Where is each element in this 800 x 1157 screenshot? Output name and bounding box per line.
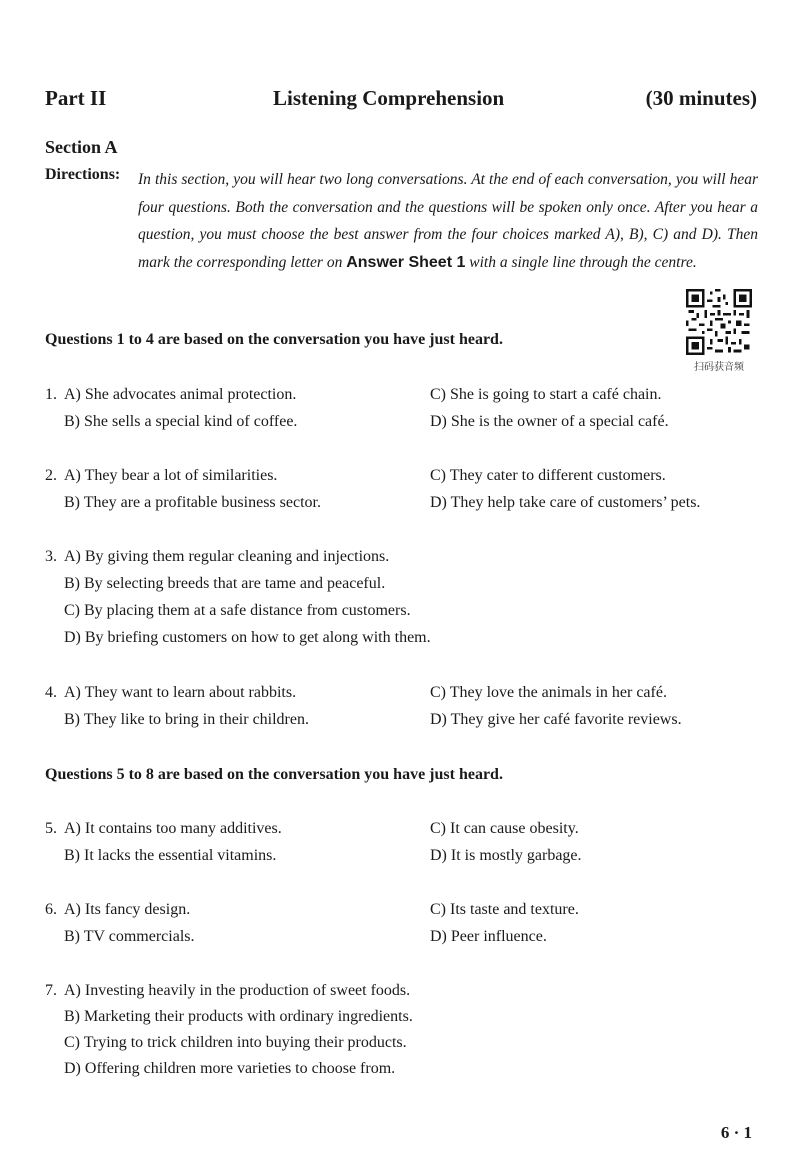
option-a[interactable]: A) Its fancy design. [64, 901, 191, 918]
option-d[interactable]: D) She is the owner of a special café. [430, 413, 669, 430]
option-a[interactable]: A) They bear a lot of similarities. [64, 467, 278, 484]
option-a[interactable]: A) By giving them regular cleaning and injections. [64, 548, 390, 565]
option-c[interactable]: C) They love the animals in her café. [430, 684, 667, 701]
option-b[interactable]: B) By selecting breeds that are tame and peaceful. [64, 575, 386, 592]
option-b[interactable]: B) She sells a special kind of coffee. [64, 413, 298, 430]
question-line [45, 820, 757, 847]
qr-code-icon[interactable] [686, 289, 752, 355]
option-d[interactable]: D) By briefing customers on how to get along with them. [64, 629, 431, 646]
option-d[interactable]: D) It is mostly garbage. [430, 847, 582, 864]
question-line [45, 629, 757, 656]
option-c[interactable]: C) It can cause obesity. [430, 820, 579, 837]
question-line [45, 575, 757, 602]
page-number: 6 · 1 [720, 1123, 752, 1142]
directions-body: In this section, you will hear two long conversations. At the end of each conversation, you will hear four questions. Both the conversation and the questions will be spoken only once. After you hear a question, you must choose the best answer from the four choices marked A), B), C) and D). Then mark the corresponding letter on [138, 171, 758, 271]
option-a[interactable]: A) They want to learn about rabbits. [64, 684, 297, 701]
question-line [45, 684, 757, 711]
question-line [45, 901, 757, 928]
question-number: 3. [45, 548, 57, 565]
question-number: 4. [45, 684, 57, 701]
section-title: Section A [45, 137, 118, 157]
question-line [45, 602, 757, 629]
option-b[interactable]: B) They like to bring in their children. [64, 711, 309, 728]
option-c[interactable]: C) They cater to different customers. [430, 467, 666, 484]
question-line [45, 928, 757, 955]
directions-text [138, 166, 758, 276]
option-c[interactable]: C) By placing them at a safe distance from customers. [64, 602, 411, 619]
question-line [45, 982, 757, 1009]
question-line [45, 1060, 757, 1087]
question-number: 2. [45, 467, 57, 484]
part-title: Listening Comprehension [273, 86, 505, 110]
question-line [45, 494, 757, 521]
question-line [45, 386, 757, 413]
part-header [45, 86, 757, 116]
qr-caption: 扫码获音频 [694, 362, 744, 373]
option-a[interactable]: A) It contains too many additives. [64, 820, 282, 837]
question-line [45, 413, 757, 440]
directions-label: Directions: [45, 166, 121, 183]
option-b[interactable]: B) Marketing their products with ordinary ingredients. [64, 1008, 413, 1025]
question-line [45, 847, 757, 874]
option-b[interactable]: B) They are a profitable business sector. [64, 494, 321, 511]
option-b[interactable]: B) It lacks the essential vitamins. [64, 847, 277, 864]
question-number: 7. [45, 982, 57, 999]
option-d[interactable]: D) Offering children more varieties to choose from. [64, 1060, 396, 1077]
option-b[interactable]: B) TV commercials. [64, 928, 195, 945]
option-c[interactable]: C) Trying to trick children into buying their products. [64, 1034, 407, 1051]
question-number: 6. [45, 901, 57, 918]
question-line [45, 1034, 757, 1061]
question-line [45, 711, 757, 738]
question-line [45, 1008, 757, 1035]
option-a[interactable]: A) Investing heavily in the production of sweet foods. [64, 982, 411, 999]
option-d[interactable]: D) They help take care of customers’ pets. [430, 494, 701, 511]
question-number: 1. [45, 386, 57, 403]
directions-tail: with a single line through the centre. [469, 253, 697, 271]
question-line [45, 467, 757, 494]
part-time: (30 minutes) [645, 86, 757, 110]
option-c[interactable]: C) She is going to start a café chain. [430, 386, 662, 403]
part-number: Part II [45, 86, 107, 110]
option-c[interactable]: C) Its taste and texture. [430, 901, 579, 918]
question-line [45, 548, 757, 575]
question-number: 5. [45, 820, 57, 837]
answer-sheet-emphasis: Answer Sheet 1 [346, 253, 466, 271]
option-d[interactable]: D) Peer influence. [430, 928, 547, 945]
option-a[interactable]: A) She advocates animal protection. [64, 386, 297, 403]
questions-1-4-heading: Questions 1 to 4 are based on the conversation you have just heard. [45, 331, 503, 348]
option-d[interactable]: D) They give her café favorite reviews. [430, 711, 682, 728]
questions-5-8-heading: Questions 5 to 8 are based on the conversation you have just heard. [45, 766, 503, 783]
